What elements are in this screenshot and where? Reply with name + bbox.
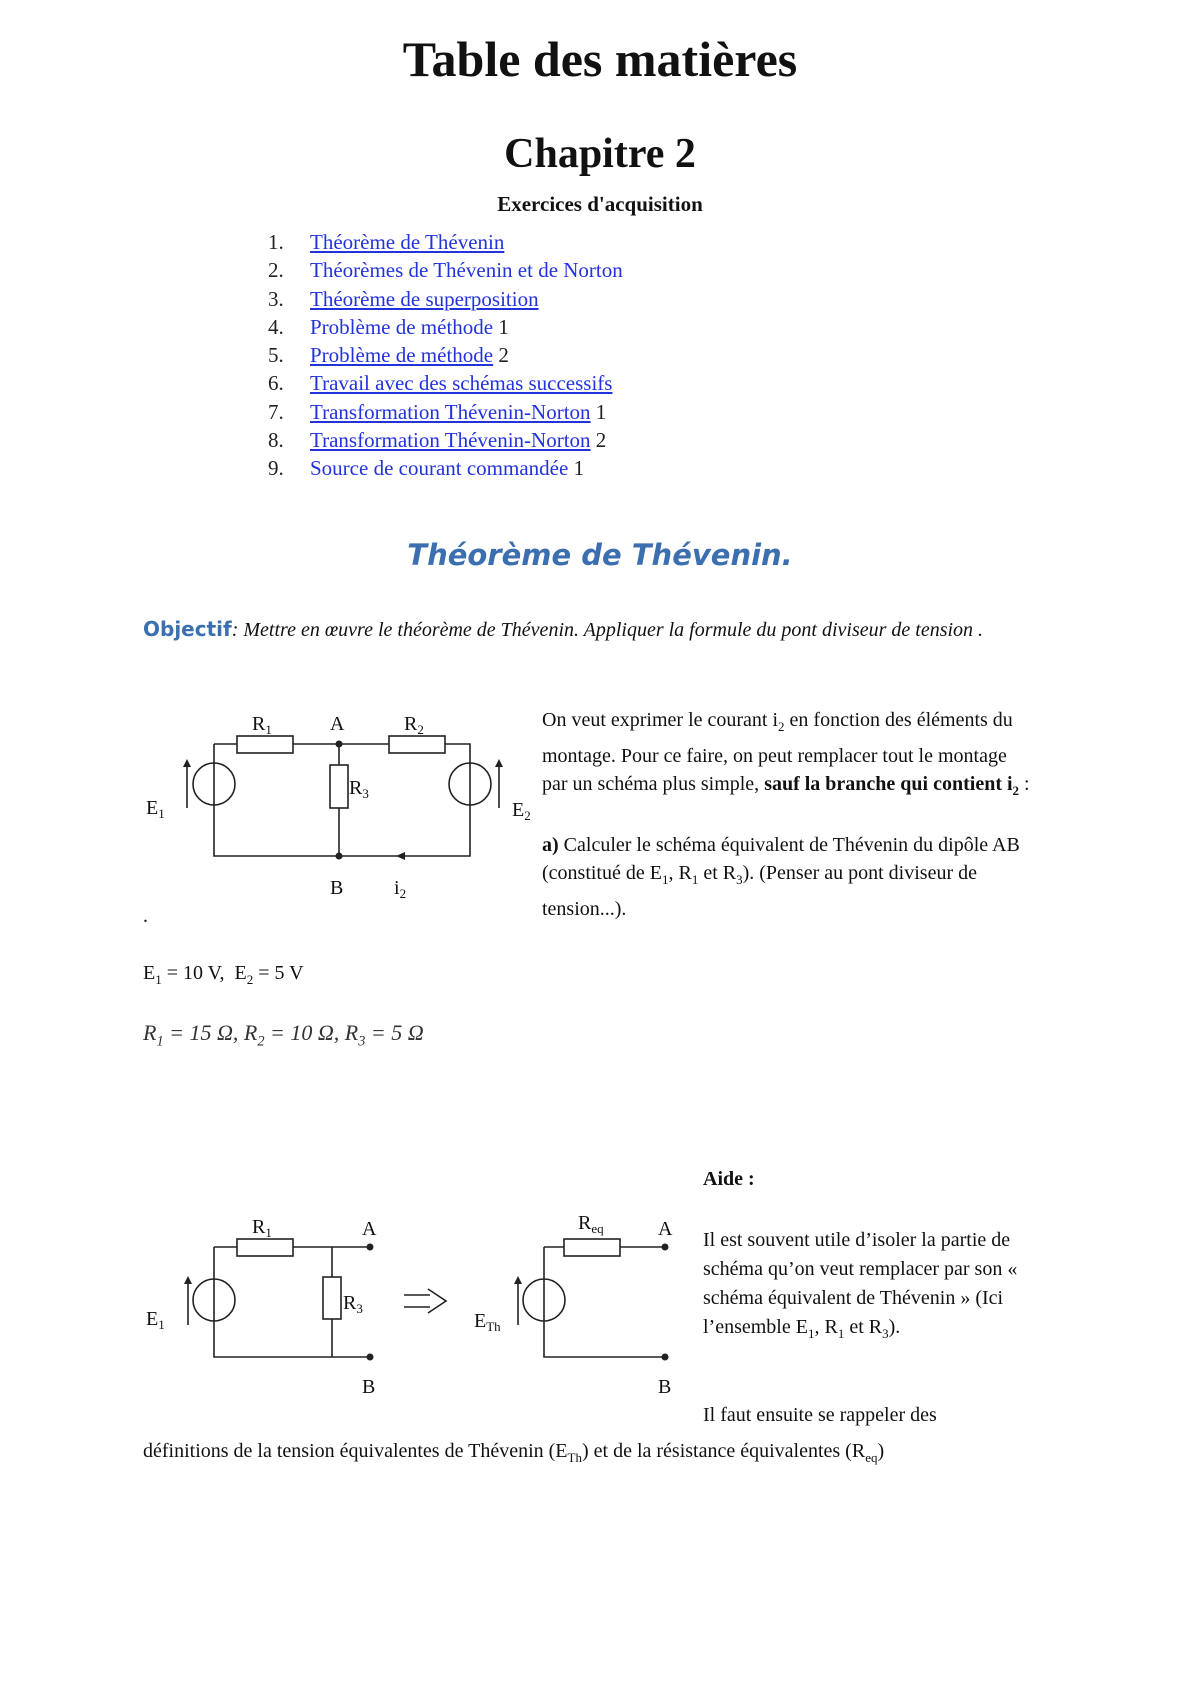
toc-suffix: 1 (493, 314, 509, 339)
help-text: Il est souvent utile d’isoler la partie de schéma qu’on veut remplacer par son « schéma équivalent de Thévenin » (Ici l’ensemble $E_1$, $R_1$ et $R_3$). (703, 1229, 1018, 1341)
toc-item (268, 285, 623, 313)
terminal-b (367, 1354, 374, 1361)
toc-number: 6. (268, 371, 284, 396)
transform-arrow (404, 1289, 446, 1313)
arrow-head (514, 1276, 522, 1284)
terminal-b (662, 1354, 669, 1361)
objective (143, 614, 1053, 645)
toc-suffix: 1 (590, 399, 607, 424)
final-paragraph: définitions de la tension équivalentes de Thévenin $(E_{Th})$ et de la résistance équivalentes $(R_{eq})$ (143, 1440, 885, 1465)
objective-text: : Mettre en œuvre le théorème de Thévenin. Appliquer la formule du pont diviseur de tension . (231, 619, 984, 641)
label-e1: $E_1$ (146, 797, 165, 821)
source-values: $E_1 = 10$ V, $E_2 = 5$ V (143, 962, 304, 987)
node-b (336, 853, 343, 860)
label-a: A (330, 713, 345, 735)
toc-link[interactable]: Théorème de Thévenin (310, 230, 505, 254)
label-e1: $E_1$ (146, 1308, 165, 1332)
toc-item (268, 256, 623, 284)
toc-link[interactable]: Transformation Thévenin-Norton (310, 428, 591, 453)
help-title: Aide : (703, 1168, 755, 1190)
label-b: B (658, 1376, 672, 1398)
circuit-diagram-2 (140, 1195, 700, 1405)
toc-number: 3. (268, 286, 284, 311)
resistor-values: $R_1 = 15$ Ω, $R_2 = 10$ Ω, $R_3 = 5$ Ω (143, 1020, 424, 1050)
label-r1: $R_1$ (252, 1216, 272, 1240)
terminal-a (662, 1244, 669, 1251)
toc-number: 9. (268, 456, 284, 481)
exercise-statement (542, 706, 1032, 923)
label-e2: $E_2$ (512, 799, 531, 823)
toc-number: 8. (268, 428, 284, 453)
toc-suffix: 1 (568, 456, 585, 481)
label-r2: $R_2$ (404, 713, 424, 737)
label-eth: $E_{Th}$ (474, 1310, 501, 1334)
toc-link[interactable]: Transformation Thévenin-Norton (310, 399, 591, 424)
toc-link[interactable]: Problème de méthode (310, 343, 494, 368)
toc-link[interactable]: Théorème de superposition (310, 286, 539, 311)
toc-number: 5. (268, 343, 284, 368)
label-req: $R_{eq}$ (578, 1212, 604, 1236)
resistor-req (564, 1239, 620, 1256)
toc-item (268, 454, 623, 482)
toc-item (268, 398, 623, 426)
toc-item (268, 341, 623, 369)
arrow-head (495, 759, 503, 767)
label-r1: $R_1$ (252, 713, 272, 737)
toc-link[interactable]: Théorèmes de Thévenin et de Norton (310, 258, 623, 283)
circuit-diagram-1 (140, 704, 540, 904)
toc-number: 4. (268, 314, 284, 339)
toc-number: 2. (268, 258, 284, 283)
toc-number: 1. (268, 230, 284, 254)
label-r3: $R_3$ (349, 777, 369, 801)
label-i2: $i_2$ (394, 877, 407, 901)
toc-link[interactable]: Travail avec des schémas successifs (310, 371, 613, 396)
current-arrow-i2 (396, 852, 405, 860)
statement-question-a: a) Calculer le schéma équivalent de Thévenin du dipôle AB (constitué de $E_1$, $R_1$ et $R_3$). (Penser au pont diviseur de tension...). (542, 833, 1020, 920)
resistor-r3 (330, 765, 348, 808)
circuit-wire (544, 1247, 665, 1357)
toc-item (268, 369, 623, 397)
chapter-heading: Chapitre 2 (504, 131, 696, 177)
label-a: A (658, 1218, 673, 1240)
subtitle: Exercices d'acquisition (497, 192, 703, 216)
toc-item (268, 313, 623, 341)
arrow-head (184, 1276, 192, 1284)
label-b: B (362, 1376, 376, 1398)
page-title: Table des matières (402, 31, 798, 87)
section-title: Théorème de Thévenin. (407, 538, 793, 572)
help-continuation: Il faut ensuite se rappeler des (703, 1404, 937, 1426)
toc-suffix: 2 (493, 343, 509, 368)
label-b: B (330, 877, 344, 899)
resistor-r1 (237, 1239, 293, 1256)
stray-dot: . (143, 905, 148, 927)
label-r3: $R_3$ (343, 1292, 363, 1316)
terminal-a (367, 1244, 374, 1251)
toc-number: 7. (268, 399, 284, 424)
resistor-r3 (323, 1277, 341, 1319)
circuit-wire (214, 744, 470, 856)
table-of-contents (268, 228, 623, 483)
toc-item (268, 228, 623, 256)
resistor-r1 (237, 736, 293, 753)
arrow-head (183, 759, 191, 767)
objective-label: Objectif (143, 617, 232, 641)
resistor-r2 (389, 736, 445, 753)
node-a (336, 741, 343, 748)
toc-link[interactable]: Problème de méthode (310, 314, 494, 339)
toc-link[interactable]: Source de courant commandée (310, 456, 569, 481)
statement-intro: On veut exprimer le courant $i_2$ en fonction des éléments du montage. Pour ce faire, on peut remplacer tout le montage par un schéma plus simple, sauf la branche qui contient $i_2$ : (542, 709, 1030, 798)
toc-item (268, 426, 623, 454)
label-a: A (362, 1218, 377, 1240)
toc-suffix: 2 (590, 428, 607, 453)
